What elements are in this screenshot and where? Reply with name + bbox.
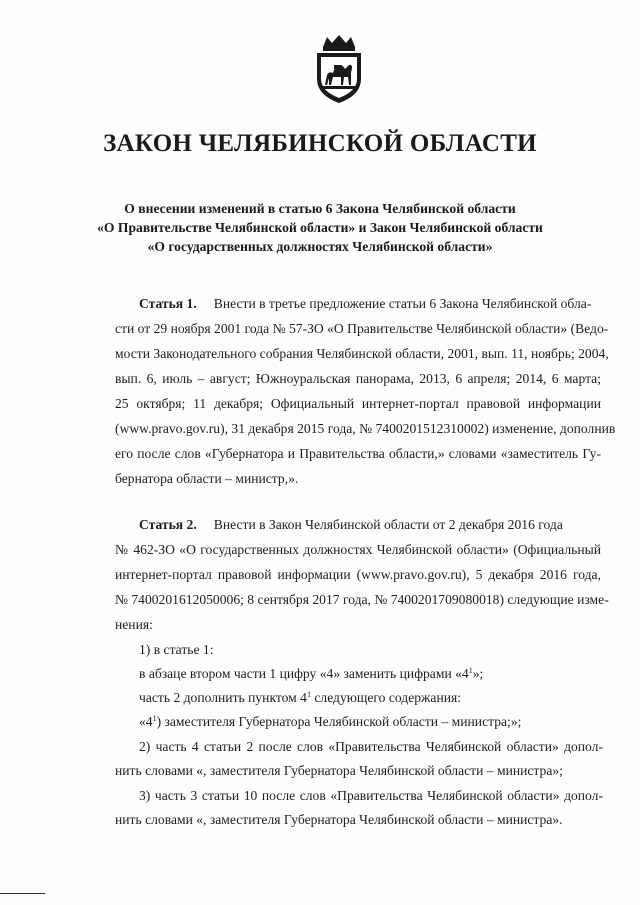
item-1-a-end: »; <box>472 666 484 681</box>
article-1-label: Статья 1. <box>139 296 197 311</box>
item-1-b-text: часть 2 дополнить пунктом 4 <box>139 690 307 705</box>
article-1-line: сти от 29 ноября 2001 года № 57-ЗО «О Правительстве Челябинской области» (Ведо- <box>115 321 609 336</box>
item-3-last-line: нить словами «, заместителя Губернатора Челябинской области – министра». <box>115 812 563 827</box>
superscript: 1 <box>468 666 473 675</box>
item-2-line: 2) часть 4 статьи 2 после слов «Правительства Челябинской области» допол- <box>139 739 603 754</box>
footnote-divider <box>0 893 45 894</box>
law-subtitle <box>0 199 640 256</box>
chelyabinsk-coat-of-arms-icon <box>311 33 367 105</box>
item-2-last-line: нить словами «, заместителя Губернатора Челябинской области – министра»; <box>115 763 563 778</box>
subtitle-line: О внесении изменений в статью 6 Закона Челябинской области <box>124 201 516 216</box>
subtitle-line: «О Правительстве Челябинской области» и Закон Челябинской области <box>97 220 543 235</box>
article-1-first-line-text: Внести в третье предложение статьи 6 Закона Челябинской обла- <box>213 296 592 311</box>
subtitle-line: «О государственных должностях Челябинской области» <box>147 239 493 254</box>
article-1-line: вып. 6, июль – август; Южноуральская панорама, 2013, 6 апреля; 2014, 6 марта; <box>115 371 601 386</box>
article-2-last-line: нения: <box>115 617 153 632</box>
law-title: ЗАКОН ЧЕЛЯБИНСКОЙ ОБЛАСТИ <box>103 130 537 157</box>
article-2-line: № 462-ЗО «О государственных должностях Челябинской области» (Официальный <box>115 542 601 557</box>
article-2-first-line <box>139 517 563 533</box>
article-1-first-line <box>139 296 591 312</box>
article-2-first-line-text: Внести в Закон Челябинской области от 2 декабря 2016 года <box>213 517 563 532</box>
superscript: 1 <box>152 714 157 723</box>
item-1-a-text: в абзаце втором части 1 цифру «4» заменить цифрами «4 <box>139 666 469 681</box>
article-1-line: его после слов «Губернатора и Правительства области,» словами «заместитель Гу- <box>115 446 601 461</box>
article-2-line: № 7400201612050006; 8 сентября 2017 года, № 7400201709080018) следующие изме- <box>115 592 609 607</box>
superscript: 1 <box>306 690 311 699</box>
article-1-line: 25 октября; 11 декабря; Официальный интернет-портал правовой информации <box>115 396 601 411</box>
article-1-line: (www.pravo.gov.ru), 31 декабря 2015 года, № 7400201512310002) изменение, дополнив <box>115 421 616 436</box>
item-3-line: 3) часть 3 статьи 10 после слов «Правительства Челябинской области» допол- <box>139 788 603 803</box>
article-2-line: интернет-портал правовой информации (www.pravo.gov.ru), 5 декабря 2016 года, <box>115 567 601 582</box>
item-1-c <box>139 714 521 730</box>
item-1-b-end: следующего содержания: <box>310 690 462 705</box>
article-1-line: мости Законодательного собрания Челябинской области, 2001, вып. 11, ноябрь; 2004, <box>115 346 609 361</box>
item-1-c-text: «4 <box>139 714 153 729</box>
article-2-label: Статья 2. <box>139 517 197 532</box>
item-1-c-end: ) заместителя Губернатора Челябинской области – министра;»; <box>156 714 522 729</box>
item-1-a <box>139 666 483 682</box>
article-1-last-line: бернатора области – министр,». <box>115 471 299 486</box>
item-1-b <box>139 690 461 706</box>
item-1-heading: 1) в статье 1: <box>139 642 214 657</box>
